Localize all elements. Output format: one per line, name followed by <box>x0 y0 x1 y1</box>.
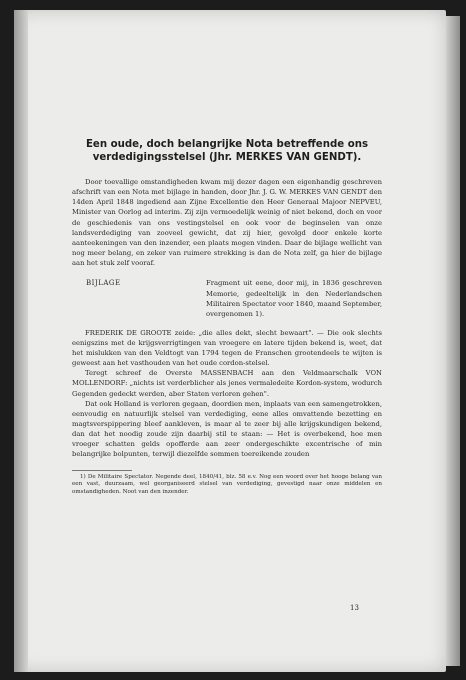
page-binding <box>14 10 28 672</box>
page-content <box>72 138 382 496</box>
paragraph-frederik: FREDERIK DE GROOTE zeide: „die alles dekt, slecht bewaart". — Die ook slechts eenigszins met de krijgsverrigtingen van vroegere en latere tijden bekend is, weet, dat het mislukken van den Veldtogt van 1794 tegen de Franschen grootendeels te wijten is geweest aan het vasthouden van het oude cordon-stelsel. <box>72 328 382 368</box>
paragraph-massenbach: Teregt schreef de Overste MASSENBACH aan den Veldmaarschalk VON MOLLENDORF: „nichts ist verderblicher als jenes vermaledeite Kordon-system, wodurch Gegenden gedeckt werden, aber Staten verloren gehen". <box>72 369 382 398</box>
bijlage-label: BIJLAGE <box>86 279 121 288</box>
paragraph-intro: Door toevallige omstandigheden kwam mij dezer dagen een eigenhandig geschreven afschrift van een Nota met bijlage in handen, door Jhr. J. G. W. MERKES VAN GENDT den 14den April 1848 ingediend aan Zijne Excellentie den Heer Generaal Majoor NEPVEU, Minister van Oorlog ad interim. Zij zijn vermoedelijk weinig of niet bekend, doch en voor de geschiedenis van ons vestingstelsel en ook voor de beginselen van onze landsverdediging van zooveel gewicht, dat zij hier, gevolgd door enkele korte aanteekeningen van den inzender, een plaats mogen vinden. Daar de bijlage wellicht van nog meer belang, en zeker van ruimere strekking is dan de Nota zelf, ga hier de bijlage aan het stuk zelf vooraf. <box>72 178 382 268</box>
page-edge <box>446 16 460 666</box>
footnote: 1) De Militaire Spectator. Negende deel, 1840/41, blz. 58 e.v. Nog een woord over het hooge belang van een vast, duurzaam, wel georganiseerd stelsel van verdediging, gevestigd naar onze middelen en omstandigheden. Noot van den inzender. <box>72 473 382 495</box>
footnote-divider <box>72 470 132 471</box>
book-page <box>14 10 446 672</box>
article-title: Een oude, doch belangrijke Nota betreffende ons verdedigingsstelsel (Jhr. MERKES VAN GENDT). <box>85 139 369 163</box>
bijlage-block <box>72 278 382 319</box>
paragraph-holland: Dat ook Holland is verloren gegaan, doordien men, inplaats van een samengetrokken, eenvoudig en natuurlijk stelsel van verdediging, eene alles omvattende bezetting en magtsverspippering bleef aankleven, is maar al te zeer bij alle krijgskundigen bekend, dan dat het noodig zoude zijn daarbij stil te staan: — Het is overbekend, hoe men vroeger schatten gelds opofferde aan zeer ondergeschikte excentrische of min belangrijke bolpunten, terwijl diezelfde sommen toereikende zouden <box>72 399 382 459</box>
page-number: 13 <box>350 604 359 612</box>
bijlage-text: Fragment uit eene, door mij, in 1836 geschreven Memorie, gedeeltelijk in den Nederlandschen Militairen Spectator voor 1840, maand September, overgenomen 1). <box>206 279 382 319</box>
